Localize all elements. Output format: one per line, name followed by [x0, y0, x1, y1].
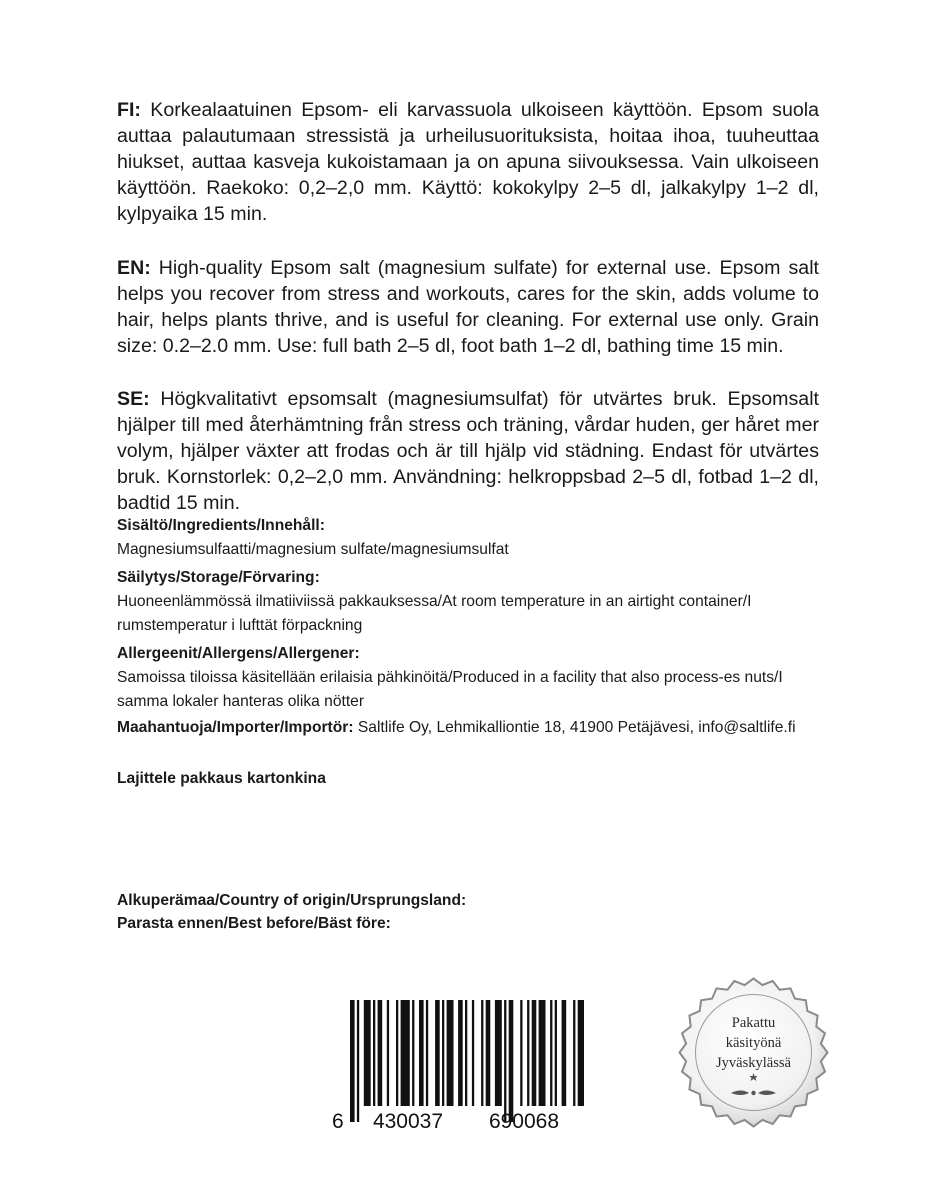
lang-code-se: SE:: [117, 388, 150, 410]
barcode-bar: [401, 1000, 410, 1106]
barcode-bar: [465, 1000, 467, 1106]
description-en-text: High-quality Epsom salt (magnesium sulfate) for external use. Epsom salt helps you recover from stress and workouts, cares for the skin, adds volume to hair, helps plants thrive, and is useful for cleaning. For external use only. Grain size: 0.2–2.0 mm. Use: full bath 2–5 dl, foot bath 1–2 dl, bathing time 15 min.: [117, 257, 819, 357]
barcode-bar: [364, 1000, 371, 1106]
barcode-bar: [509, 1000, 514, 1122]
description-en: [117, 255, 819, 359]
packing-seal: [676, 975, 831, 1130]
barcode-bar: [472, 1000, 474, 1106]
barcode-bar: [412, 1000, 414, 1106]
barcode-group-2: 690068: [488, 1110, 560, 1133]
ingredients-label: Sisältö/Ingredients/Innehåll:: [117, 517, 325, 534]
barcode-bar: [426, 1000, 428, 1106]
lang-code-en: EN:: [117, 257, 151, 279]
allergens-block: [117, 642, 819, 714]
barcode-bar: [495, 1000, 502, 1106]
bestbefore-label: Parasta ennen/Best before/Bäst före:: [117, 915, 391, 932]
barcode-bar: [486, 1000, 491, 1106]
seal-line-2: käsityönä: [725, 1035, 782, 1051]
barcode-bar: [396, 1000, 398, 1106]
barcode: [328, 1000, 584, 1135]
allergens-label: Allergeenit/Allergens/Allergener:: [117, 645, 360, 662]
barcode-bar: [527, 1000, 529, 1106]
barcode-bar: [555, 1000, 557, 1106]
description-se: [117, 386, 819, 516]
description-fi-text: Korkealaatuinen Epsom- eli karvassuola ulkoiseen käyttöön. Epsom suola auttaa palautumaan stressistä ja urheilusuorituksista, hoitaa ihoa, tuuheuttaa hiukset, auttaa kasveja kukoistamaan ja on apuna siivouksessa. Vain ulkoiseen käyttöön. Raekoko: 0,2–2,0 mm. Käyttö: kokokylpy 2–5 dl, jalkakylpy 1–2 dl, kylpyaika 15 min.: [117, 99, 819, 225]
barcode-bar: [562, 1000, 567, 1106]
ingredients-block: [117, 514, 819, 562]
description-fi: [117, 97, 819, 227]
barcode-group-1: 430037: [372, 1110, 444, 1133]
allergens-value: Samoissa tiloissa käsitellään erilaisia pähkinöitä/Produced in a facility that also process-es nuts/I samma lokaler hanteras olika nötter: [117, 669, 783, 710]
barcode-bar: [504, 1000, 506, 1122]
origin-label: Alkuperämaa/Country of origin/Ursprungsland:: [117, 892, 467, 909]
barcode-digit-first: 6: [332, 1110, 344, 1133]
ingredients-value: Magnesiumsulfaatti/magnesium sulfate/magnesiumsulfat: [117, 541, 509, 558]
barcode-bar: [532, 1000, 537, 1106]
barcode-bar: [350, 1000, 355, 1122]
barcode-bar: [539, 1000, 546, 1106]
barcode-bar: [481, 1000, 483, 1106]
importer-block: [117, 716, 819, 740]
barcode-bar: [442, 1000, 444, 1106]
description-se-text: Högkvalitativt epsomsalt (magnesiumsulfat) för utvärtes bruk. Epsomsalt hjälper till med återhämtning från stress och träning, vårdar huden, ger håret mer volym, hjälper växter att frodas och är till hjälp vid städning. Endast för utvärtes bruk. Kornstorlek: 0,2–2,0 mm. Användning: helkroppsbad 2–5 dl, fotbad 1–2 dl, badtid 15 min.: [117, 388, 819, 514]
storage-value: Huoneenlämmössä ilmatiiviissä pakkauksessa/At room temperature in an airtight container/I rumstemperatur i lufttät förpackning: [117, 593, 752, 634]
storage-label: Säilytys/Storage/Förvaring:: [117, 569, 320, 586]
barcode-bar: [435, 1000, 440, 1106]
barcode-bar: [357, 1000, 359, 1122]
storage-block: [117, 566, 819, 638]
barcode-bars: [350, 1000, 584, 1122]
importer-value: Saltlife Oy, Lehmikalliontie 18, 41900 Petäjävesi, info@saltlife.fi: [357, 719, 796, 736]
barcode-bar: [419, 1000, 424, 1106]
seal-scalloped-edge: [680, 979, 828, 1127]
sorting-instruction: Lajittele pakkaus kartonkina: [117, 770, 326, 787]
barcode-bar: [573, 1000, 575, 1106]
barcode-bar: [578, 1000, 584, 1106]
importer-label: Maahantuoja/Importer/Importör:: [117, 719, 354, 736]
lang-code-fi: FI:: [117, 99, 141, 121]
barcode-bar: [373, 1000, 375, 1106]
seal-line-3: Jyväskylässä: [716, 1055, 791, 1071]
barcode-bar: [387, 1000, 389, 1106]
barcode-bar: [550, 1000, 552, 1106]
barcode-bar: [378, 1000, 383, 1106]
barcode-bar: [458, 1000, 463, 1106]
seal-line-1: Pakattu: [731, 1015, 776, 1031]
barcode-bar: [520, 1000, 522, 1106]
barcode-bar: [447, 1000, 454, 1106]
